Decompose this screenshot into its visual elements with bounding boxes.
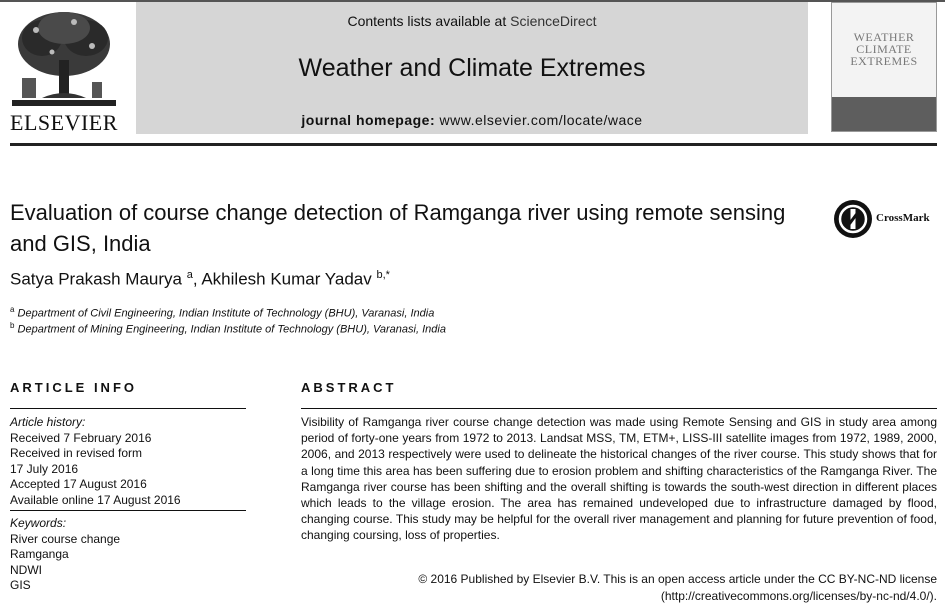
affiliation-text: Department of Civil Engineering, Indian Institute of Technology (BHU), Varanasi, India [17, 307, 435, 320]
elsevier-tree-icon [12, 8, 116, 108]
paper-title: Evaluation of course change detection of Ramganga river using remote sensing and GIS, India [10, 200, 786, 256]
keywords-label: Keywords: [10, 516, 67, 530]
cover-title-line: EXTREMES [850, 54, 918, 68]
affiliation [10, 321, 446, 336]
cover-title-line: WEATHER [853, 30, 915, 44]
history-label: Article history: [10, 415, 86, 429]
cover-band [832, 97, 936, 131]
author-separator: , [192, 269, 202, 289]
article-info-heading: ARTICLE INFO [10, 380, 137, 395]
keywords [10, 516, 120, 594]
affiliation-text: Department of Mining Engineering, Indian Institute of Technology (BHU), Varanasi, India [17, 323, 446, 336]
article-history [10, 415, 181, 509]
keyword: NDWI [10, 562, 42, 577]
abstract-heading: ABSTRACT [301, 380, 397, 395]
history-entry: 17 July 2016 [10, 461, 79, 476]
affiliation-mark: a [10, 305, 15, 314]
abstract-text: Visibility of Ramganga river course change detection was made using Remote Sensing and GIS in study area among period of forty-one years from 1972 to 2013. Landsat MSS, TM, ETM+, LISS-III satellite images from 1972, 1989, 2000, 2006, and 2013 respectively were used to delineate the historical changes of the river course. This study shows that for a long time this area has been suffering due to erosion problem and shifting characteristics of the Ramganga River. The Ramganga river course has been shifting and the overall shifting is towards the south-west direction in different places which leads to the village erosion. The area has remained undeveloped due to infrastructure damaged by flood, changing course. This study may be helpful for the overall river management and planning for future prevention of food, changing coursing, loss of properties. [301, 415, 937, 543]
license-text: © 2016 Published by Elsevier B.V. This is an open access article under the CC BY-NC-ND license [418, 572, 937, 586]
homepage-line [136, 112, 808, 128]
publisher-logo[interactable] [4, 8, 124, 134]
affiliation [10, 305, 434, 320]
article-info-rule [10, 408, 246, 409]
keyword: GIS [10, 578, 31, 593]
journal-cover[interactable] [831, 2, 937, 132]
crossmark-icon [833, 199, 873, 239]
abstract-rule [301, 408, 937, 409]
homepage-link[interactable]: www.elsevier.com/locate/wace [439, 112, 643, 128]
contents-line [136, 13, 808, 29]
contents-prefix: Contents lists available at [347, 13, 511, 29]
author-name[interactable]: Akhilesh Kumar Yadav [201, 269, 372, 289]
header-divider [10, 143, 937, 146]
license-link[interactable]: (http://creativecommons.org/licenses/by-nc-nd/4.0/). [660, 589, 937, 603]
publisher-name: ELSEVIER [10, 110, 118, 135]
history-entry: Available online 17 August 2016 [10, 492, 181, 507]
history-entry: Received in revised form [10, 446, 143, 461]
journal-banner [136, 2, 808, 134]
crossmark-label: CrossMark [876, 212, 930, 224]
affiliation-mark: b [10, 321, 15, 330]
cover-title-line: CLIMATE [856, 42, 912, 56]
crossmark-badge[interactable] [833, 199, 945, 239]
homepage-prefix: journal homepage: [301, 112, 440, 128]
sciencedirect-link[interactable]: ScienceDirect [510, 13, 597, 29]
author-affiliation-mark[interactable]: b,* [376, 269, 390, 281]
author-list [10, 269, 390, 290]
history-entry: Received 7 February 2016 [10, 430, 152, 445]
history-entry: Accepted 17 August 2016 [10, 477, 147, 492]
keyword: River course change [10, 531, 121, 546]
journal-title[interactable]: Weather and Climate Extremes [298, 54, 646, 82]
keyword: Ramganga [10, 547, 69, 562]
author-affiliation-mark[interactable]: a [186, 269, 193, 281]
author-name[interactable]: Satya Prakash Maurya [10, 269, 182, 289]
cover-title [832, 31, 936, 67]
keywords-rule [10, 510, 246, 511]
